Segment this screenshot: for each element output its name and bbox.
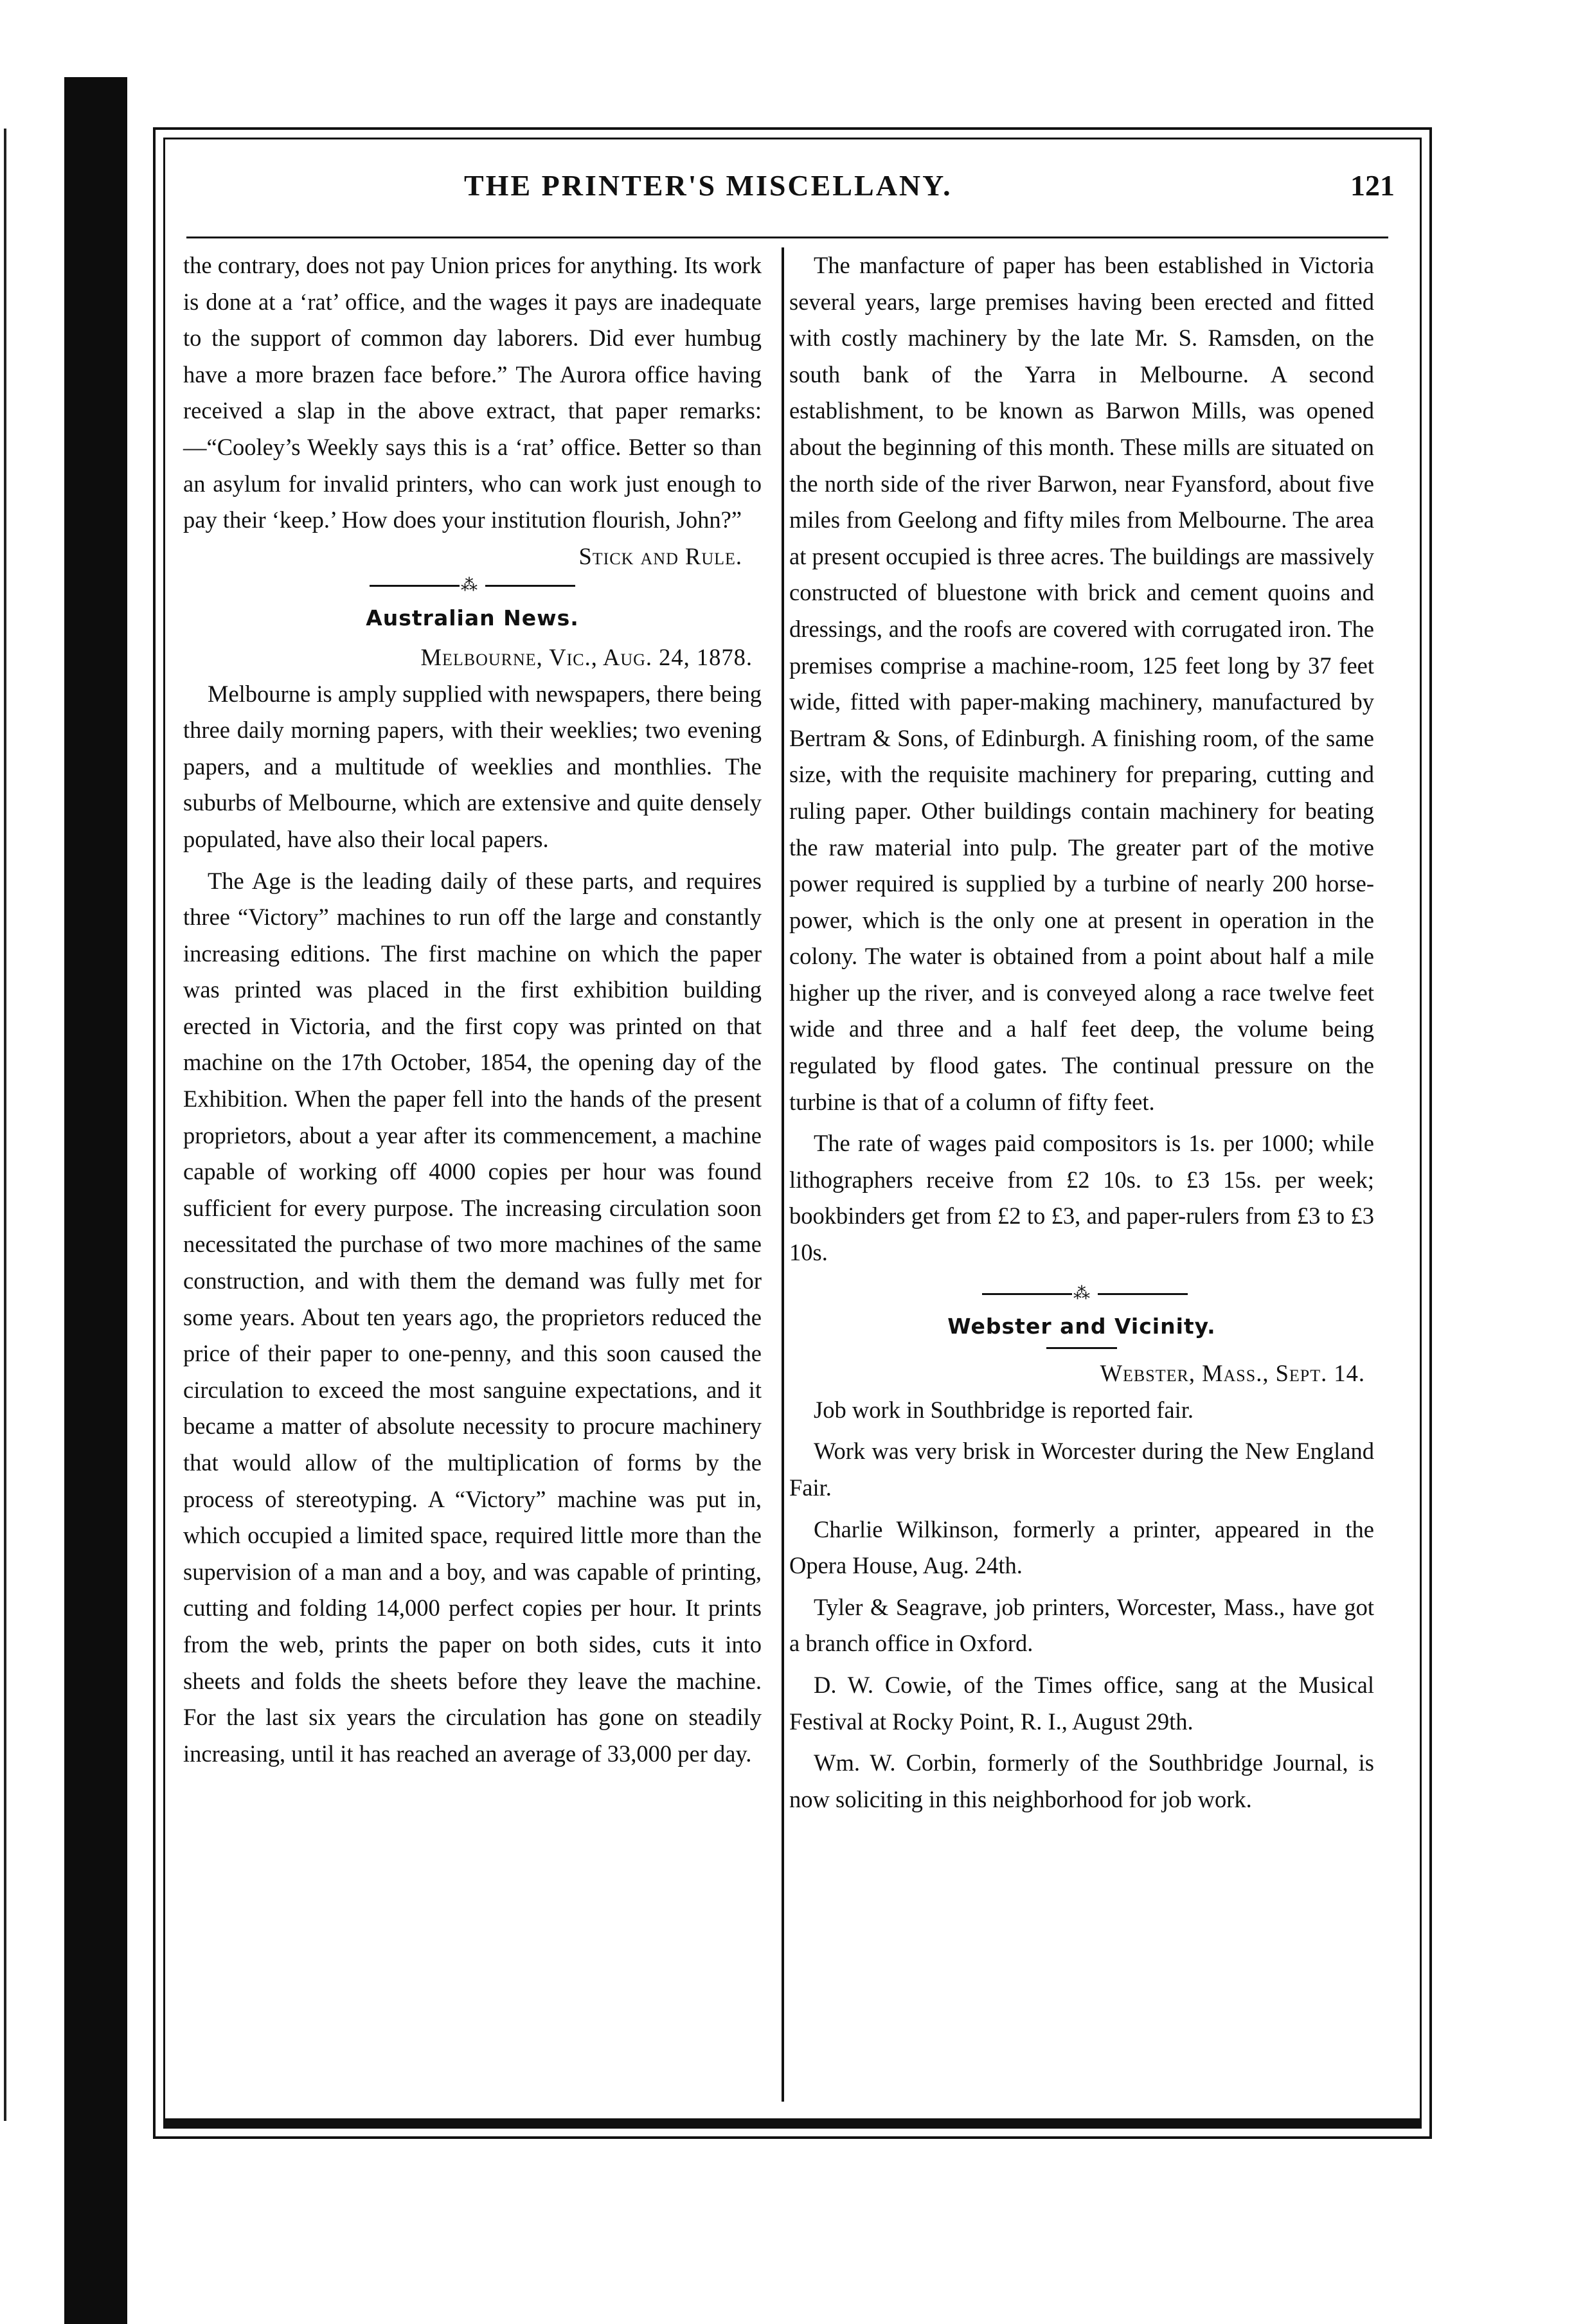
article-paragraph: Melbourne is amply supplied with newspapers, there being three daily morning papers, with their weeklies; two evening papers, and a multitude of weeklies and monthlies. The suburbs of Melbourne, which are extensive and quite densely populated, have also their local papers. <box>183 680 762 852</box>
right-column <box>789 247 1374 1818</box>
news-item: Work was very brisk in Worcester during the New England Fair. <box>789 1438 1374 1501</box>
page-edge <box>0 129 14 2121</box>
signature: Stick and Rule. <box>578 542 742 569</box>
short-rule <box>1046 1347 1117 1349</box>
news-item: Tyler & Seagrave, job printers, Worcester, Mass., have got a branch office in Oxford. <box>789 1593 1374 1657</box>
page-border-bottom <box>163 2118 1422 2129</box>
dateline: Webster, Mass., Sept. 14. <box>1100 1360 1365 1387</box>
dateline: Melbourne, Vic., Aug. 24, 1878. <box>420 643 753 670</box>
ornament-rule-right <box>485 585 575 587</box>
page-header <box>180 168 1395 213</box>
section-heading: Webster and Vicinity. <box>947 1313 1216 1339</box>
ornament-glyph: ⁂ <box>461 576 478 595</box>
article-paragraph: The manfacture of paper has been established in Victoria several years, large premises having been erected and fitted with costly machinery by the late Mr. S. Ramsden, on the south bank of the Yarra in Melbourne. A second establishment, to be known as Barwon Mills, was opened about the beginning of this month. These mills are situated on the north side of the river Barwon, near Fyansford, about five miles from Geelong and fifty miles from Melbourne. The area at present occupied is three acres. The buildings are massively constructed of bluestone with brick and cement quoins and dressings, and the roofs are covered with corrugated iron. The premises comprise a machine-room, 125 feet long by 37 feet wide, fitted with paper-making machinery, manufactured by Bertram & Sons, of Edinburgh. A finishing room, of the same size, with the requisite machinery for preparing, cutting and ruling paper. Other buildings contain machinery for beating the raw material into pulp. The greater part of the motive power required is supplied by a turbine of nearly 200 horse-power, which is the only one at present in operation in the colony. The water is obtained from a point about half a mile higher up the river, and is conveyed along a race twelve feet wide and three and a half feet deep, the volume being regulated by flood gates. The continual pressure on the turbine is that of a column of fifty feet. <box>789 252 1374 1115</box>
header-rule <box>186 237 1388 238</box>
section-heading: Australian News. <box>366 605 579 631</box>
news-item: Job work in Southbridge is reported fair. <box>814 1396 1194 1423</box>
news-item: D. W. Cowie, of the Times office, sang at the Musical Festival at Rocky Point, R. I., August 29th. <box>789 1671 1374 1735</box>
left-column <box>183 247 762 1772</box>
ornament-glyph: ⁂ <box>1073 1283 1090 1303</box>
ornament-rule-right <box>1098 1293 1188 1295</box>
page-number: 121 <box>1350 169 1395 202</box>
column-divider <box>782 247 784 2102</box>
binding-spine <box>64 77 127 2324</box>
ornament-rule-left <box>982 1293 1072 1295</box>
article-paragraph: The rate of wages paid compositors is 1s. per 1000; while lithographers receive from £2 10s. to £3 15s. per week; bookbinders get from £2 to £3, and paper-rulers from £3 to £3 10s. <box>789 1130 1374 1266</box>
article-paragraph: The Age is the leading daily of these parts, and requires three “Victory” machines to run off the large and constantly increasing editions. The first machine on which the paper was printed was placed in the first exhibition building erected in Victoria, and the first copy was printed on that machine on the 17th October, 1854, the opening day of the Exhibition. When the paper fell into the hands of the present proprietors, about a year after its commencement, a machine capable of working off 4000 copies per hour was found sufficient for every purpose. The increasing circulation soon necessitated the purchase of two more machines of the same construction, and with them the demand was fully met for some years. About ten years ago, the proprietors reduced the price of their paper to one-penny, and this soon caused the circulation to exceed the most sanguine expectations, and it became a matter of absolute necessity to procure machinery that would allow of the multiplication of forms by the process of stereotyping. A “Victory” machine was put in, which occupied a limited space, required little more than the supervision of a man and a boy, and was capable of printing, cutting and folding 14,000 perfect copies per hour. It prints from the web, prints the paper on both sides, cuts it into sheets and folds the sheets before they leave the machine. For the last six years the circulation has gone on steadily increasing, until it has reached an average of 33,000 per day. <box>183 867 762 1767</box>
section-ornament <box>789 1285 1374 1305</box>
intro-paragraph: the contrary, does not pay Union prices for anything. Its work is done at a ‘rat’ office, and the wages it pays are inadequate to the support of common day laborers. Did ever humbug have a more brazen face before.” The Aurora office having received a slap in the above extract, that paper remarks:—“Cooley’s Weekly says this is a ‘rat’ office. Better so than an asylum for invalid printers, who can work just enough to pay their ‘keep.’ How does your institution flourish, John?” <box>183 252 762 533</box>
running-title: THE PRINTER'S MISCELLANY. <box>464 169 952 202</box>
news-item: Wm. W. Corbin, formerly of the Southbridge Journal, is now soliciting in this neighborhood for job work. <box>789 1749 1374 1812</box>
news-item: Charlie Wilkinson, formerly a printer, appeared in the Opera House, Aug. 24th. <box>789 1515 1374 1579</box>
ornament-rule-left <box>370 585 460 587</box>
section-ornament <box>183 577 762 596</box>
